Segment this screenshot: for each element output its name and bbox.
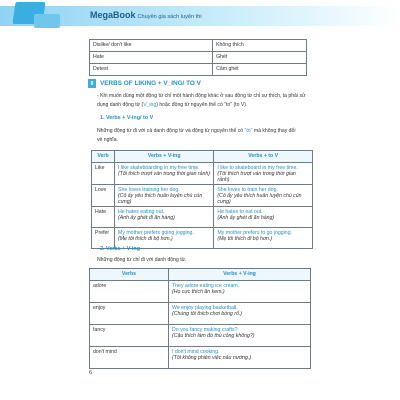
intro-line1: - Khi muốn dùng một động từ chỉ một hành động khác ở sau động từ chỉ sự thích, ta phải sử [97,93,306,99]
to-cell [214,185,313,207]
translation: (Tôi không phiền việc nấu nướng.) [172,354,252,361]
to-cell [214,163,313,185]
table-row [92,207,313,228]
verb-cell: Prefer [92,228,115,249]
example: She loves to train her dog. [217,186,278,193]
table-row [90,347,311,369]
example: She loves training her dog. [118,186,180,193]
table-row [90,40,307,52]
translation: (Cô ấy yêu thích huấn luyện chú cún cưng) [118,192,203,205]
ing-cell [115,163,214,185]
part1-to: "to" [244,128,253,134]
translation: (Anh ấy ghét đi ăn hàng) [217,214,275,221]
table-row [90,325,311,347]
translation: (Mẹ tôi thích đi bộ hơn.) [118,235,173,242]
example: We enjoy playing basketball. [172,304,238,311]
translation: (Cô ấy yêu thích huấn luyện chú cún cưng) [217,192,302,205]
part1-text-d: về nghĩa. [97,136,118,143]
part1-text-a: Những động từ đi với cả danh động từ và động từ nguyên thể có [97,128,245,134]
part2-heading: 2. Verbs + V-ing [100,246,140,252]
ing-cell [169,347,311,369]
ing-cell [169,303,311,325]
header-bar [0,0,400,28]
example: My mother prefers going jogging. [118,229,194,236]
table-row [90,64,307,76]
translation: (Tôi thích trượt ván trong thời gian rảnh) [217,170,296,183]
logo [8,0,90,28]
column-header: Verbs + to V [214,151,313,163]
table-cell: Dislike/ don't like [90,40,213,52]
translation: (Chúng tôi thích chơi bóng rổ.) [172,310,243,317]
table-cell: Detest [90,64,213,76]
translation: (Anh ấy ghét đi ăn hàng) [118,214,175,221]
part1-heading: 1. Verbs + V-ing/ to V [100,115,154,121]
table-cell: Căm ghét [213,64,307,76]
column-header: Verbs [90,269,169,281]
part1-paragraph [97,127,313,144]
column-header: Verbs + V-ing [169,269,311,281]
example: I don't mind cooking. [172,348,220,355]
table-row [90,281,311,303]
example: They adore eating ice cream. [172,282,240,289]
column-header: Verbs + V-ing [115,151,214,163]
table-row [90,52,307,64]
example: Do you fancy making crafts? [172,326,238,333]
translation: (Họ cực thích ăn kem.) [172,288,225,295]
section-title: VERBS OF LIKING + V_ING/ TO V [100,80,201,87]
translation: (Tôi thích trượt ván trong thời gian rảnh) [118,170,211,177]
ing-cell [169,281,311,303]
verb-cell: Love [92,185,115,207]
intro-line2c: ) hoặc động từ nguyên thể có "to" (to V). [156,101,248,108]
section-number-badge: II [88,79,96,88]
page-number: 6 [89,370,93,376]
verb-cell: don't mind [90,347,169,369]
table-row [90,303,311,325]
verbs-ing-to-table [91,150,313,249]
table-header-row [90,269,311,281]
verbs-disliking-table [89,39,307,76]
brand-tagline: Chuyên gia sách luyện thi [137,14,202,20]
verb-cell: Hate [92,207,115,228]
table-cell: Không thích [213,40,307,52]
translation: (Mẹ tôi thích đi bộ hơn.) [217,235,273,242]
intro-line2a: dụng danh động từ ( [97,101,144,108]
to-cell [214,228,313,249]
ing-cell [169,325,311,347]
table-row [92,163,313,185]
intro-paragraph [97,92,313,109]
example: I like skateboarding in my free time. [118,164,200,171]
to-cell [214,207,313,228]
section-heading [88,79,201,88]
table-row [92,185,313,207]
table-cell: Ghét [213,52,307,64]
part1-text-c: mà không thay đổi [252,128,296,134]
brand-name: MegaBook [90,10,136,20]
verb-cell: Like [92,163,115,185]
table-header-row [92,151,313,163]
intro-ving: V_ing [143,101,157,108]
verb-cell: enjoy [90,303,169,325]
example: I like to skateboard in my free time. [217,164,298,171]
ing-cell [115,185,214,207]
logo-shape-small [34,14,60,28]
ing-cell [115,207,214,228]
part2-paragraph: Những động từ chỉ đi với danh động từ. [97,257,187,263]
example: He hates to eat out. [217,208,263,215]
translation: (Cậu thích làm đồ thủ công không?) [172,332,255,339]
table-cell: Hate [90,52,213,64]
verb-cell: fancy [90,325,169,347]
verbs-ing-table [89,268,311,369]
verb-cell: adore [90,281,169,303]
example: My mother prefers to go jogging. [217,229,293,236]
example: He hates eating out. [118,208,165,215]
column-header: Verb [92,151,115,163]
brand [90,10,202,20]
